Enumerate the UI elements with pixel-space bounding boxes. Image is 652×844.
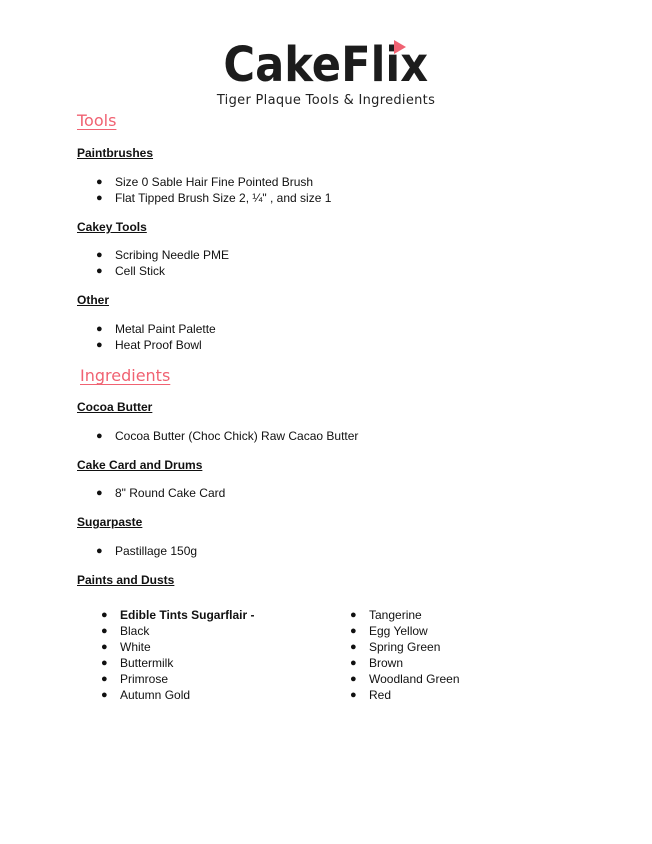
- bullet-icon: ●: [96, 430, 103, 442]
- bullet-icon: ●: [96, 249, 103, 261]
- list-item: Brown: [369, 656, 404, 670]
- list-item: Egg Yellow: [369, 624, 428, 638]
- bullet-icon: ●: [101, 625, 108, 637]
- bullet-icon: ●: [350, 609, 357, 621]
- ingredients-heading: Ingredients: [80, 366, 171, 385]
- list-item: 8" Round Cake Card: [115, 486, 226, 500]
- list-item: Cocoa Butter (Choc Chick) Raw Cacao Butter: [115, 429, 359, 443]
- list-item: Autumn Gold: [120, 688, 191, 702]
- bullet-icon: ●: [350, 625, 357, 637]
- list-item: Size 0 Sable Hair Fine Pointed Brush: [115, 175, 314, 189]
- list-item: Heat Proof Bowl: [115, 338, 202, 352]
- play-triangle-icon: [394, 40, 406, 54]
- bullet-icon: ●: [96, 487, 103, 499]
- list-item: Woodland Green: [369, 672, 460, 686]
- bullet-icon: ●: [96, 323, 103, 335]
- list-item: Primrose: [120, 672, 169, 686]
- tools-heading: Tools: [77, 111, 117, 130]
- list-item: Flat Tipped Brush Size 2, ¼" , and size 1: [115, 191, 332, 205]
- cake-card-heading: Cake Card and Drums: [77, 458, 203, 472]
- bullet-icon: ●: [96, 192, 103, 204]
- list-item: Scribing Needle PME: [115, 248, 230, 262]
- list-item: Edible Tints Sugarflair -: [120, 608, 255, 622]
- bullet-icon: ●: [350, 689, 357, 701]
- bullet-icon: ●: [96, 545, 103, 557]
- bullet-icon: ●: [101, 673, 108, 685]
- sugarpaste-heading: Sugarpaste: [77, 515, 143, 529]
- bullet-icon: ●: [101, 609, 108, 621]
- bullet-icon: ●: [101, 689, 108, 701]
- paintbrushes-heading: Paintbrushes: [77, 146, 154, 160]
- list-item: White: [120, 640, 151, 654]
- bullet-icon: ●: [96, 265, 103, 277]
- brand-name: CakeFlix: [223, 37, 429, 93]
- list-item: Cell Stick: [115, 264, 166, 278]
- list-item: Red: [369, 688, 392, 702]
- paints-dusts-heading: Paints and Dusts: [77, 573, 175, 587]
- bullet-icon: ●: [350, 673, 357, 685]
- list-item: Buttermilk: [120, 656, 174, 670]
- brand-logo: [0, 38, 652, 92]
- other-heading: Other: [77, 293, 110, 307]
- list-item: Spring Green: [369, 640, 441, 654]
- bullet-icon: ●: [96, 339, 103, 351]
- bullet-icon: ●: [101, 657, 108, 669]
- list-item: Black: [120, 624, 150, 638]
- cocoa-butter-heading: Cocoa Butter: [77, 400, 153, 414]
- list-item: Metal Paint Palette: [115, 322, 216, 336]
- bullet-icon: ●: [96, 176, 103, 188]
- list-item: Tangerine: [369, 608, 422, 622]
- list-item: Pastillage 150g: [115, 544, 198, 558]
- bullet-icon: ●: [350, 657, 357, 669]
- cakey-tools-heading: Cakey Tools: [77, 220, 147, 234]
- document-subtitle: Tiger Plaque Tools & Ingredients: [216, 93, 436, 108]
- bullet-icon: ●: [101, 641, 108, 653]
- bullet-icon: ●: [350, 641, 357, 653]
